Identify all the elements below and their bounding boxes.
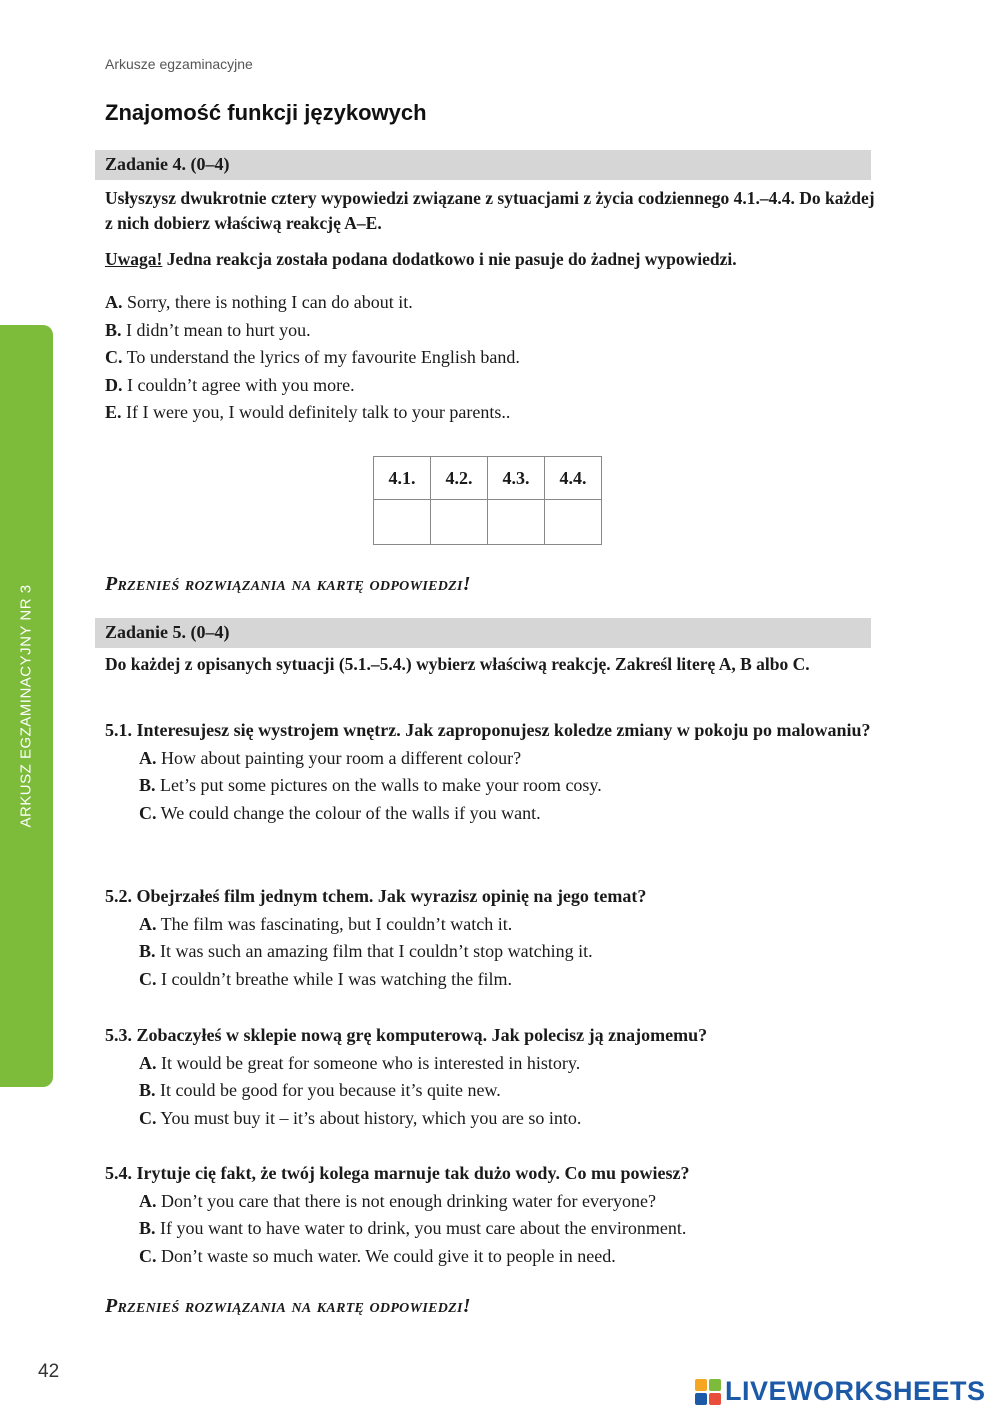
- task4-instruction: Usłyszysz dwukrotnie cztery wypowiedzi związane z sytuacjami z życia codziennego 4.1.–4.4. Do każdej z nich dobierz właściwą reakcję A–E.: [105, 188, 875, 233]
- grid-header: 4.3.: [488, 457, 545, 500]
- task5-title: Zadanie 5. (0–4): [105, 622, 230, 642]
- answer-a[interactable]: A. It would be great for someone who is interested in history.: [139, 1052, 581, 1073]
- answer-c[interactable]: C. You must buy it – it’s about history, which you are so into.: [139, 1107, 582, 1128]
- answer-grid: [373, 456, 602, 545]
- option-a: A. Sorry, there is nothing I can do about it.: [105, 292, 413, 312]
- page-number: 42: [38, 1361, 60, 1382]
- answer-cell-4-1[interactable]: [374, 500, 431, 545]
- question-5-1: [105, 717, 875, 827]
- option-c: C. To understand the lyrics of my favourite English band.: [105, 347, 520, 368]
- answer-a[interactable]: A. Don’t you care that there is not enough drinking water for everyone?: [139, 1190, 656, 1211]
- brand-name: LIVEWORKSHEETS: [725, 1376, 986, 1406]
- answer-cell-4-3[interactable]: [488, 500, 545, 545]
- grid-header: 4.1.: [374, 457, 431, 500]
- side-tab: [0, 325, 53, 1087]
- answer-a[interactable]: A. How about painting your room a different colour?: [139, 747, 522, 768]
- answer-b[interactable]: B. It was such an amazing film that I couldn’t stop watching it.: [139, 941, 593, 962]
- grid-header: 4.4.: [545, 457, 602, 500]
- question-stem: 5.2. Obejrzałeś film jednym tchem. Jak wyrazisz opinię na jego temat?: [105, 886, 647, 906]
- task4-title: Zadanie 4. (0–4): [105, 154, 230, 174]
- question-5-3: [105, 1022, 875, 1132]
- question-5-4: [105, 1160, 875, 1270]
- task4-note: [105, 249, 737, 270]
- task5-instruction: Do każdej z opisanych sytuacji (5.1.–5.4.) wybierz właściwą reakcję. Zakreśl literę A, B albo C.: [105, 654, 810, 674]
- answer-cell-4-2[interactable]: [431, 500, 488, 545]
- note-text: Jedna reakcja została podana dodatkowo i nie pasuje do żadnej wypowiedzi.: [162, 249, 737, 269]
- section-title: Znajomość funkcji językowych: [105, 100, 427, 125]
- answer-c[interactable]: C. Don’t waste so much water. We could give it to people in need.: [139, 1245, 616, 1266]
- question-stem: 5.3. Zobaczyłeś w sklepie nową grę komputerową. Jak polecisz ją znajomemu?: [105, 1025, 708, 1045]
- answer-c[interactable]: C. We could change the colour of the walls if you want.: [139, 802, 541, 823]
- question-stem: 5.1. Interesujesz się wystrojem wnętrz. Jak zaproponujesz koledze zmiany w pokoju po malowaniu?: [105, 720, 871, 740]
- running-header: Arkusze egzaminacyjne: [105, 56, 253, 72]
- option-b: B. I didn’t mean to hurt you.: [105, 319, 311, 340]
- liveworksheets-logo-icon: [695, 1379, 721, 1405]
- side-tab-label: ARKUSZ EGZAMINACYJNY NR 3: [17, 584, 35, 828]
- option-d: D. I couldn’t agree with you more.: [105, 374, 355, 395]
- liveworksheets-brand[interactable]: [695, 1376, 986, 1407]
- answer-c[interactable]: C. I couldn’t breathe while I was watching the film.: [139, 968, 513, 989]
- question-5-2: [105, 883, 875, 993]
- task4-options: [105, 289, 520, 427]
- task4-bar: [95, 150, 871, 180]
- note-label: Uwaga!: [105, 249, 163, 269]
- answer-a[interactable]: A. The film was fascinating, but I couldn’t watch it.: [139, 913, 513, 934]
- answer-b[interactable]: B. Let’s put some pictures on the walls to make your room cosy.: [139, 775, 602, 796]
- grid-header: 4.2.: [431, 457, 488, 500]
- option-e: E. If I were you, I would definitely talk to your parents..: [105, 402, 511, 423]
- transfer-note-2: Przenieś rozwiązania na kartę odpowiedzi!: [105, 1295, 471, 1317]
- transfer-note-1: Przenieś rozwiązania na kartę odpowiedzi!: [105, 573, 471, 595]
- answer-b[interactable]: B. If you want to have water to drink, you must care about the environment.: [139, 1218, 687, 1239]
- answer-b[interactable]: B. It could be good for you because it’s quite new.: [139, 1080, 501, 1101]
- answer-cell-4-4[interactable]: [545, 500, 602, 545]
- question-stem: 5.4. Irytuje cię fakt, że twój kolega marnuje tak dużo wody. Co mu powiesz?: [105, 1163, 690, 1183]
- task5-bar: [95, 618, 871, 648]
